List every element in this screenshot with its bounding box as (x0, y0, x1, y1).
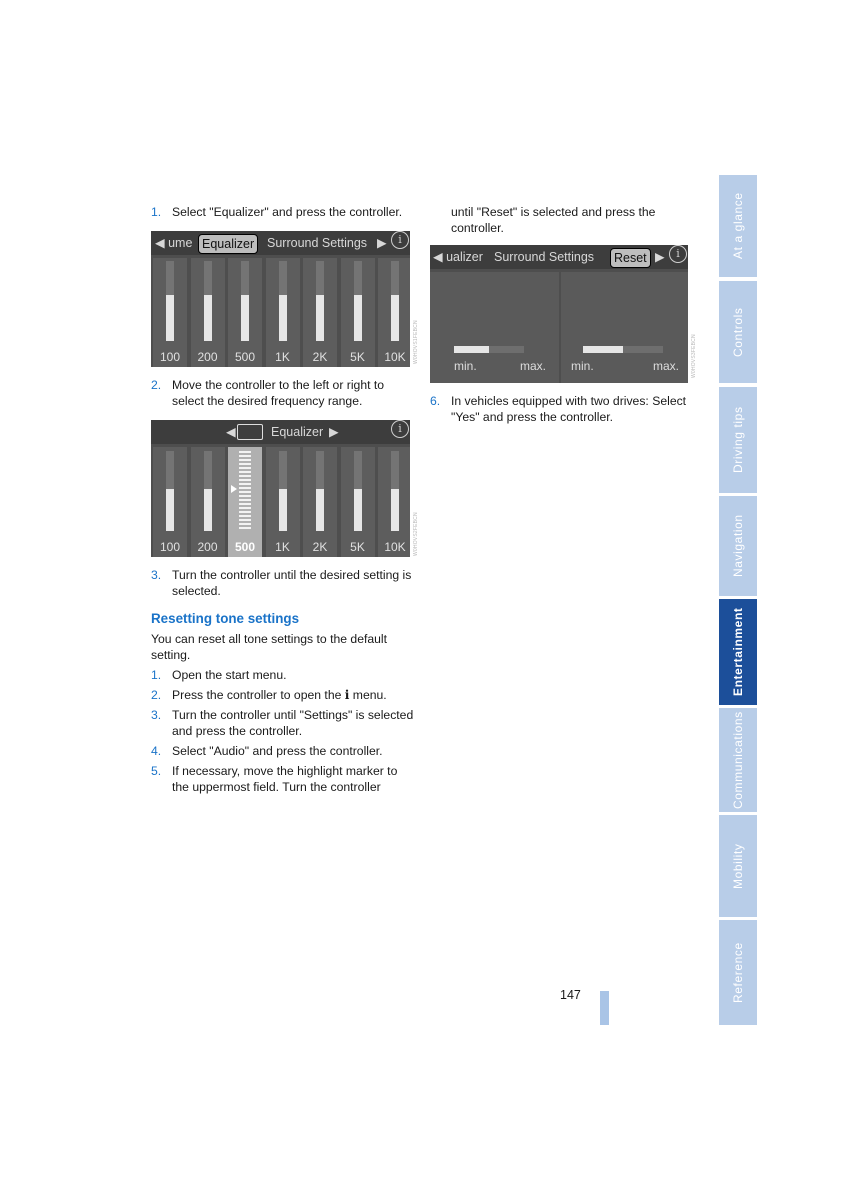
eq-band-label: 2K (312, 350, 328, 364)
eq-band-label: 100 (159, 540, 181, 554)
eq-slider-track (279, 451, 287, 531)
eq-slider-track (316, 451, 324, 531)
eq-band-column[interactable] (303, 447, 337, 557)
step-text: Press the controller to open the (172, 688, 345, 702)
step-text: Move the controller to the left or right to select the desired frequency range. (172, 378, 385, 408)
step-item (151, 763, 416, 795)
eq-slider-fill (391, 489, 399, 531)
tab-driving-tips[interactable] (719, 387, 757, 493)
eq-slider-track (391, 261, 399, 341)
eq-band-column[interactable] (341, 258, 375, 367)
tab-label: Controls (731, 307, 745, 357)
eq-slider-fill (204, 489, 212, 531)
step-number: 4. (151, 744, 162, 758)
menu-bar (430, 245, 688, 269)
step-item (151, 743, 416, 759)
eq-band-column[interactable] (153, 447, 187, 557)
right-column-continuation (451, 204, 691, 240)
equalizer-icon (237, 424, 263, 440)
eq-band-label: 500 (234, 350, 256, 364)
menu-bar (151, 231, 410, 255)
eq-band-column[interactable] (266, 447, 300, 557)
tab-label: Entertainment (731, 607, 745, 697)
tab-label: Driving tips (731, 406, 745, 474)
equalizer-adjust-screenshot (151, 420, 410, 557)
screen-title: Equalizer (271, 425, 324, 439)
step-item (151, 687, 416, 703)
title-bar (151, 420, 410, 444)
arrow-right-icon: ▶ (329, 425, 339, 439)
info-icon: i (391, 420, 409, 438)
step-text: Turn the controller until "Settings" is selected and press the controller. (172, 708, 414, 738)
step-text: If necessary, move the highlight marker to the uppermost field. Turn the controller (172, 764, 398, 794)
eq-slider-track (204, 451, 212, 531)
eq-slider-track (166, 451, 174, 531)
step-text: Turn the controller until the desired setting is selected. (172, 568, 412, 598)
arrow-left-icon: ◀ (226, 425, 236, 439)
arrow-right-icon: ▶ (377, 236, 387, 250)
tab-label: Communications (731, 711, 745, 809)
eq-band-column[interactable] (228, 258, 262, 367)
eq-band-column[interactable] (341, 447, 375, 557)
right-column-step-6 (430, 393, 690, 429)
menu-item-volume: ◀ ume (155, 236, 193, 250)
tab-communications[interactable] (719, 708, 757, 812)
step-text: Select "Equalizer" and press the controller. (172, 205, 403, 219)
eq-slider-track (279, 261, 287, 341)
eq-band-label: 10K (384, 540, 406, 554)
info-icon: i (669, 245, 687, 263)
eq-band-column[interactable] (378, 258, 410, 367)
page-marker-bar (600, 991, 609, 1025)
step-number: 3. (151, 708, 162, 722)
left-column-step-1 (151, 204, 416, 224)
eq-slider-track (354, 261, 362, 341)
tab-label: Navigation (731, 514, 745, 578)
eq-band-column[interactable] (266, 258, 300, 367)
menu-item-equalizer: ◀ ualizer (433, 250, 483, 264)
step-number: 2. (151, 688, 162, 702)
step-number: 1. (151, 668, 162, 682)
step-number: 1. (151, 205, 162, 219)
step-item (151, 377, 416, 409)
step-text: menu. (349, 688, 387, 702)
eq-slider-track (166, 261, 174, 341)
eq-band-label: 200 (197, 350, 218, 364)
eq-band-label: 1K (275, 540, 290, 554)
level-marker-icon (231, 485, 237, 493)
eq-slider-fill (354, 295, 362, 341)
eq-slider-track (204, 261, 212, 341)
horizontal-slider-track (454, 346, 524, 353)
step-number: 5. (151, 764, 162, 778)
info-menu-icon: i (344, 688, 350, 702)
left-column-step-2 (151, 377, 416, 413)
tab-label: At a glance (731, 192, 745, 260)
eq-slider-fill (316, 295, 324, 341)
eq-slider-fill (166, 295, 174, 341)
section-intro: You can reset all tone settings to the default setting. (151, 632, 388, 662)
left-column-lower (151, 567, 416, 799)
step-number: 2. (151, 378, 162, 392)
eq-band-label: 1K (275, 350, 290, 364)
step-text: Select "Audio" and press the controller. (172, 744, 383, 758)
step-item (151, 567, 416, 599)
eq-slider-fill (354, 489, 362, 531)
menu-item-reset-selected: Reset (610, 248, 651, 268)
eq-band-column[interactable] (191, 258, 225, 367)
eq-slider-fill (241, 295, 249, 341)
eq-slider-fill (279, 295, 287, 341)
step-item (151, 204, 416, 220)
eq-slider-fill (166, 489, 174, 531)
tab-navigation[interactable] (719, 496, 757, 596)
max-label: max. (653, 359, 680, 373)
eq-slider-track (391, 451, 399, 531)
eq-level-ticks (239, 451, 251, 531)
eq-slider-fill (279, 489, 287, 531)
eq-band-label: 5K (350, 540, 365, 554)
image-id: W0HOVS1FEBCN (413, 320, 419, 364)
eq-slider-track (316, 261, 324, 341)
page-number: 147 (560, 988, 581, 1002)
front-balance-panel (430, 272, 559, 383)
eq-slider-track (354, 451, 362, 531)
eq-band-column[interactable] (303, 258, 337, 367)
reset-screenshot (430, 245, 688, 383)
eq-band-column[interactable] (153, 258, 187, 367)
image-id: W0HOVS2FEBCN (413, 512, 419, 556)
eq-band-column[interactable] (228, 447, 262, 557)
horizontal-slider-fill (454, 346, 489, 353)
equalizer-screenshot (151, 231, 410, 367)
step-item (430, 393, 690, 425)
menu-item-equalizer-selected: Equalizer (198, 234, 258, 254)
eq-band-column[interactable] (191, 447, 225, 557)
horizontal-slider-fill (583, 346, 623, 353)
step-item (151, 667, 416, 683)
rear-balance-panel (561, 272, 688, 383)
tab-mobility[interactable] (719, 815, 757, 917)
horizontal-slider-track (583, 346, 663, 353)
eq-slider-fill (204, 295, 212, 341)
step-text: Open the start menu. (172, 668, 287, 682)
info-icon: i (391, 231, 409, 249)
max-label: max. (520, 359, 547, 373)
eq-band-label: 200 (197, 540, 218, 554)
eq-band-label: 100 (159, 350, 181, 364)
tab-label: Mobility (731, 843, 745, 889)
tab-label: Reference (731, 942, 745, 1003)
section-heading: Resetting tone settings (151, 611, 300, 626)
step-number: 3. (151, 568, 162, 582)
eq-band-label: 500 (234, 540, 256, 554)
eq-band-label: 10K (384, 350, 406, 364)
tab-controls[interactable] (719, 281, 757, 383)
step-number: 6. (430, 394, 441, 408)
image-id: W0HOVS3FEBCN (691, 334, 697, 378)
min-label: min. (454, 359, 477, 373)
min-label: min. (571, 359, 594, 373)
eq-slider-fill (391, 295, 399, 341)
eq-band-label: 2K (312, 540, 328, 554)
step-text: In vehicles equipped with two drives: Select "Yes" and press the controller. (451, 394, 687, 424)
tab-entertainment[interactable] (719, 599, 757, 705)
menu-item-surround-settings: Surround Settings (267, 236, 368, 250)
step-item (151, 707, 416, 739)
tab-at-a-glance[interactable] (719, 175, 757, 277)
tab-reference[interactable] (719, 920, 757, 1025)
eq-slider-fill (316, 489, 324, 531)
menu-item-surround-settings: Surround Settings (494, 250, 595, 264)
eq-band-label: 5K (350, 350, 365, 364)
arrow-right-icon: ▶ (655, 250, 665, 264)
eq-slider-track (241, 261, 249, 341)
step-continuation: until "Reset" is selected and press the controller. (451, 205, 656, 235)
eq-band-column[interactable] (378, 447, 410, 557)
